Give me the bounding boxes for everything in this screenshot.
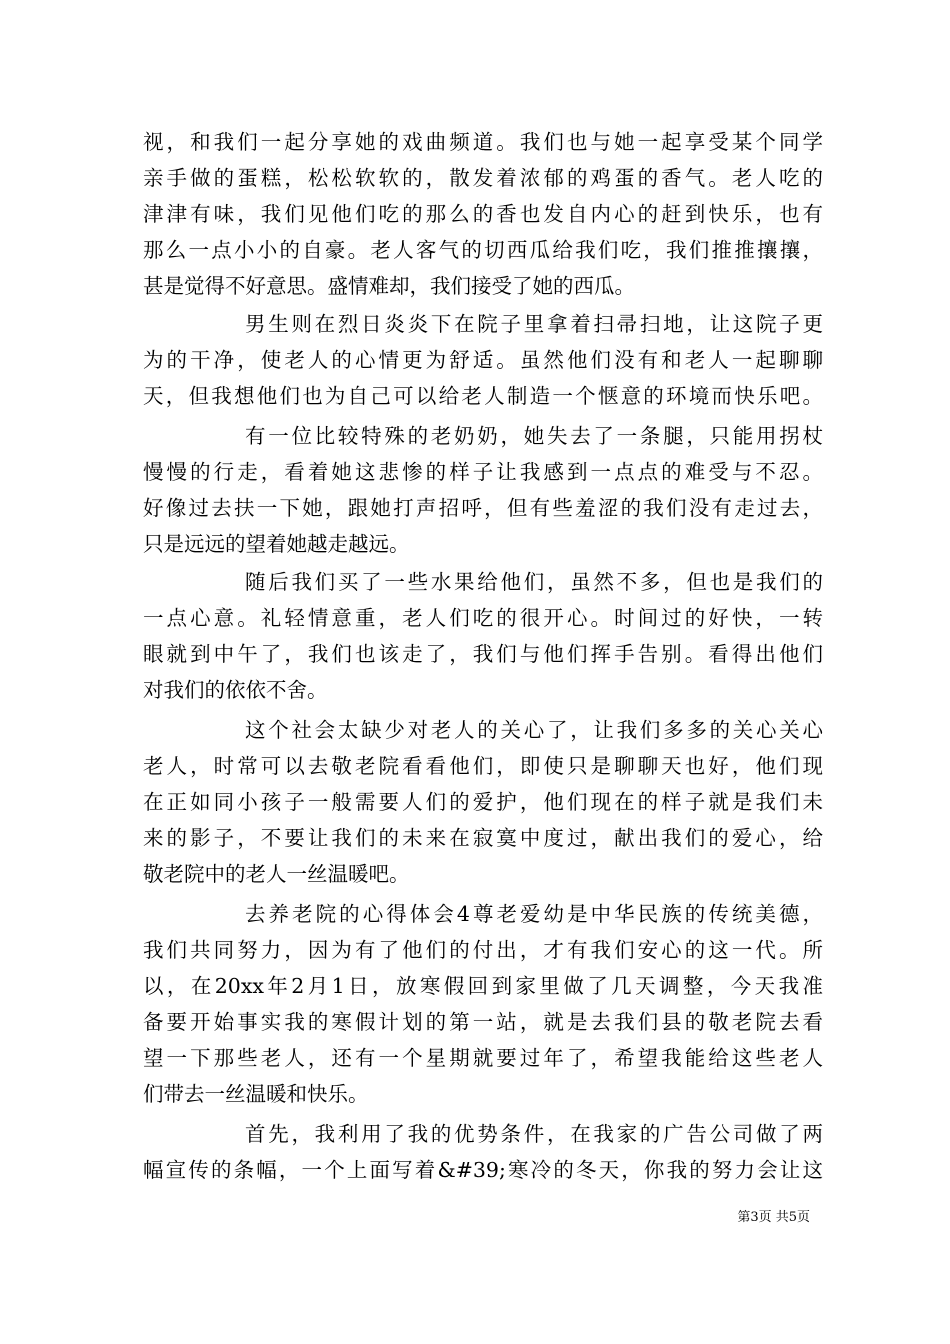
text-line: 老人，时常可以去敬老院看看他们，即使只是聊聊天也好，他们现	[143, 754, 823, 778]
text-line: 来的影子，不要让我们的未来在寂寞中度过，献出我们的爱心，给	[143, 826, 823, 850]
paragraph-first-line: 去养老院的心得体会4尊老爱幼是中华民族的传统美德，	[245, 902, 823, 926]
paragraph-first-line: 随后我们买了一些水果给他们，虽然不多，但也是我们的	[245, 570, 823, 594]
text-line: 望一下那些老人，还有一个星期就要过年了，希望我能给这些老人	[143, 1046, 823, 1070]
text-line: 视，和我们一起分享她的戏曲频道。我们也与她一起享受某个同学	[143, 130, 823, 154]
text-line: 亲手做的蛋糕，松松软软的，散发着浓郁的鸡蛋的香气。老人吃的	[143, 166, 823, 190]
text-line: 甚是觉得不好意思。盛情难却，我们接受了她的西瓜。	[143, 274, 635, 298]
text-line: 眼就到中午了，我们也该走了，我们与他们挥手告别。看得出他们	[143, 642, 823, 666]
text-line: 只是远远的望着她越走越远。	[143, 532, 410, 556]
text-line: 慢慢的行走，看着她这悲惨的样子让我感到一点点的难受与不忍。	[143, 460, 823, 484]
text-line: 天，但我想他们也为自己可以给老人制造一个惬意的环境而快乐吧。	[143, 384, 823, 408]
text-line: 敬老院中的老人一丝温暖吧。	[143, 862, 410, 886]
text-line: 好像过去扶一下她，跟她打声招呼，但有些羞涩的我们没有走过去，	[143, 496, 823, 520]
text-line: 在正如同小孩子一般需要人们的爱护，他们现在的样子就是我们未	[143, 790, 823, 814]
text-line: 以，在20xx年2月1日，放寒假回到家里做了几天调整，今天我准	[143, 974, 823, 998]
text-line: 津津有味，我们见他们吃的那么的香也发自内心的赶到快乐，也有	[143, 202, 823, 226]
page-number-footer: 第3页 共5页	[737, 1210, 810, 1225]
text-line: 我们共同努力，因为有了他们的付出，才有我们安心的这一代。所	[143, 938, 823, 962]
paragraph-first-line: 这个社会太缺少对老人的关心了，让我们多多的关心关心	[245, 718, 823, 742]
paragraph-first-line: 男生则在烈日炎炎下在院子里拿着扫帚扫地，让这院子更	[245, 312, 823, 336]
paragraph-first-line: 有一位比较特殊的老奶奶，她失去了一条腿，只能用拐杖	[245, 424, 823, 448]
text-line: 那么一点小小的自豪。老人客气的切西瓜给我们吃，我们推推攘攘，	[143, 238, 823, 262]
text-line: 幅宣传的条幅，一个上面写着&#39;寒冷的冬天，你我的努力会让这	[143, 1158, 823, 1182]
text-line: 备要开始事实我的寒假计划的第一站，就是去我们县的敬老院去看	[143, 1010, 823, 1034]
text-line: 对我们的依依不舍。	[143, 678, 328, 702]
text-line: 为的干净，使老人的心情更为舒适。虽然他们没有和老人一起聊聊	[143, 348, 823, 372]
text-line: 一点心意。礼轻情意重，老人们吃的很开心。时间过的好快，一转	[143, 606, 823, 630]
paragraph-first-line: 首先，我利用了我的优势条件，在我家的广告公司做了两	[245, 1122, 823, 1146]
text-line: 们带去一丝温暖和快乐。	[143, 1082, 369, 1106]
